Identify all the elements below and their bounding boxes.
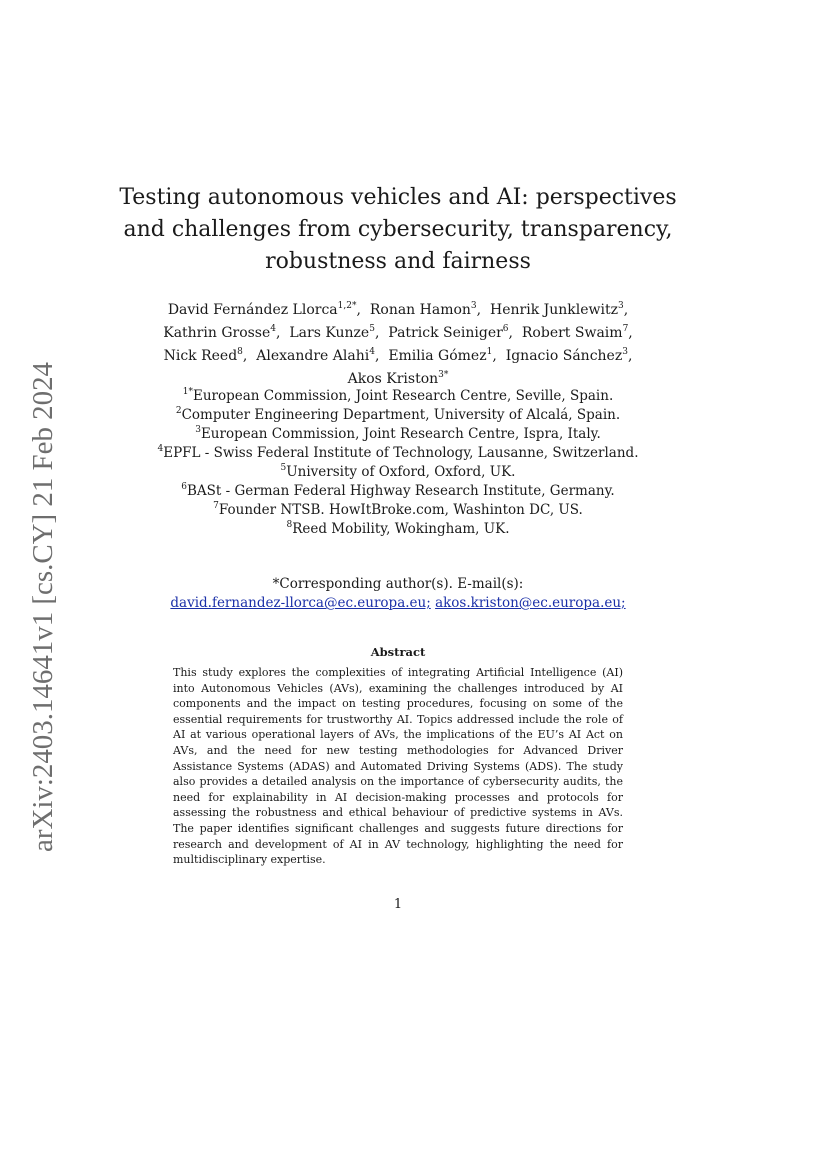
affiliation: $^5$University of Oxford, Oxford, UK. [280,463,516,480]
author: Henrik Junklewitz$^3$, [490,301,629,318]
author-list [100,299,696,391]
title-line-2: and challenges from cybersecurity, transparency, [123,217,673,242]
author: David Fernández Llorca$^{1,2*}$, [167,301,361,318]
affiliation-list [100,387,696,539]
email-link-1[interactable]: david.fernandez-llorca@ec.europa.eu; [170,595,431,611]
affiliation: $^{1*}$European Commission, Joint Research Centre, Seville, Spain. [182,387,614,404]
abstract-heading: Abstract [370,645,426,659]
paper-title [100,182,696,278]
author: Patrick Seiniger$^6$, [388,324,513,341]
author: Emilia Gómez$^1$, [388,347,497,364]
author: Ignacio Sánchez$^3$, [505,347,633,364]
author: Lars Kunze$^5$, [289,324,380,341]
affiliation: $^7$Founder NTSB. HowItBroke.com, Washinton DC, US. [213,501,583,518]
email-link-2[interactable]: akos.kriston@ec.europa.eu; [435,595,626,611]
affiliation: $^8$Reed Mobility, Wokingham, UK. [286,520,510,537]
title-line-3: robustness and fairness [265,249,531,274]
page-number: 1 [393,897,403,912]
author-line-1 [100,299,696,322]
affiliation: $^3$European Commission, Joint Research Centre, Ispra, Italy. [195,425,601,442]
author: Ronan Hamon$^3$, [369,301,482,318]
author: Robert Swaim$^7$, [521,324,633,341]
author: Nick Reed$^8$, [163,347,248,364]
author: Kathrin Grosse$^4$, [163,324,281,341]
arxiv-identifier-stamp [14,360,64,852]
abstract-text: This study explores the complexities of integrating Artificial Intelligence (AI) into Autonomous Vehicles (AVs), examining the challenges introduced by AI components and the impact on testing procedures, focusing on some of the essential requirements for trustworthy AI. Topics addressed include the role of AI at various operational layers of AVs, the implications of the EU’s AI Act on AVs, and the need for new testing methodologies for Advanced Driver Assistance Systems (ADAS) and Automated Driving Systems (ADS). The study also provides a detailed analysis on the importance of cybersecurity audits, the need for explainability in AI decision-making processes and protocols for assessing the robustness and ethical behaviour of predictive systems in AVs. The paper identifies significant challenges and suggests future directions for research and development of AI in AV technology, highlighting the need for multidisciplinary expertise. [173,666,623,867]
arxiv-stamp-text: arXiv:2403.14641v1 [cs.CY] 21 Feb 2024 [27,360,59,852]
corresponding-emails [100,594,696,613]
affiliation: $^2$Computer Engineering Department, University of Alcalá, Spain. [175,406,621,423]
title-line-1: Testing autonomous vehicles and AI: perspectives [119,185,677,210]
corresponding-label: *Corresponding author(s). E-mail(s): [272,576,524,592]
corresponding-author-block [100,575,696,613]
author: Akos Kriston$^{3*}$ [347,370,449,387]
affiliation: $^4$EPFL - Swiss Federal Institute of Technology, Lausanne, Switzerland. [157,444,639,461]
author: Alexandre Alahi$^4$, [256,347,380,364]
affiliation: $^6$BASt - German Federal Highway Research Institute, Germany. [181,482,615,499]
author-line-2 [100,322,696,345]
author-line-3 [100,345,696,368]
